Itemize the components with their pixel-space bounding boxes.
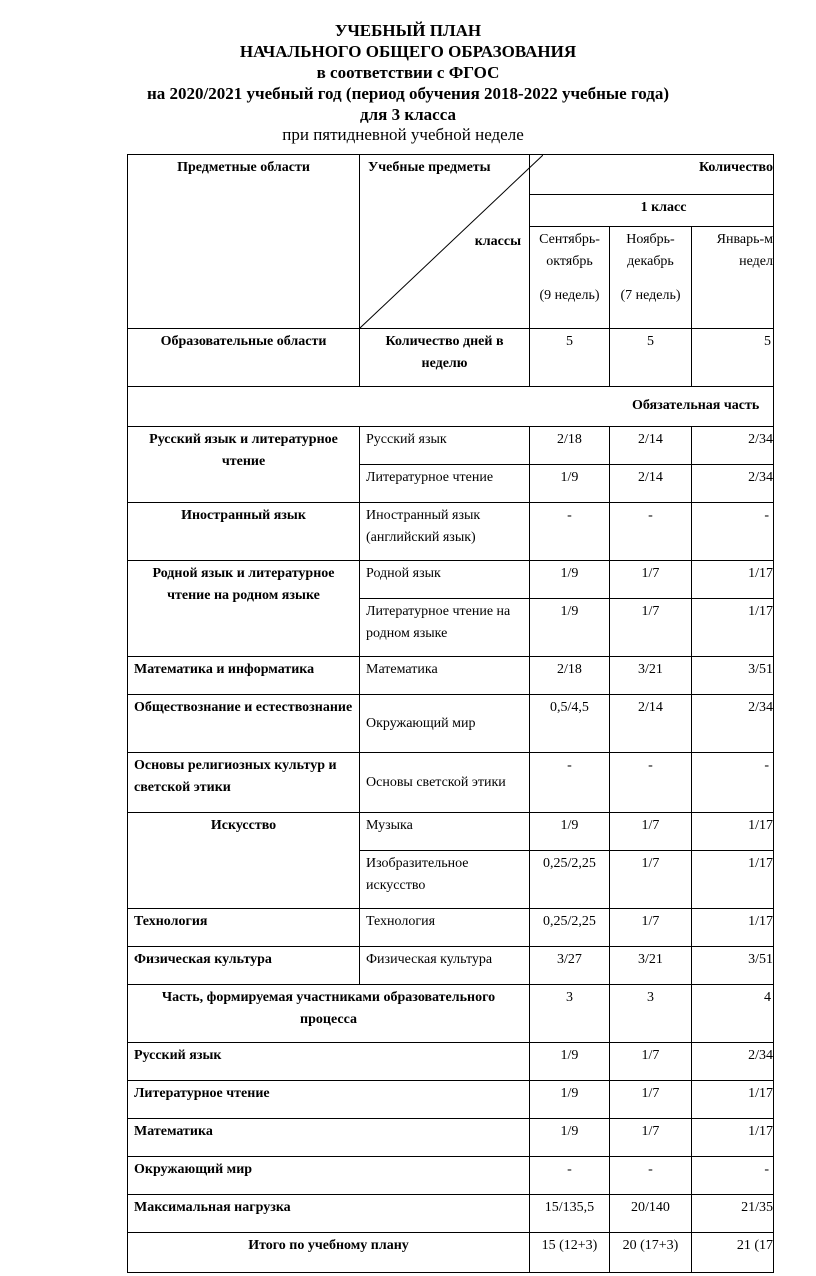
part-row-label: Окружающий мир [128,1157,530,1195]
value-cell: - [692,753,774,813]
mandatory-label: Обязательная часть [128,387,774,427]
table-row [128,657,774,695]
table-row [128,1081,774,1119]
title-line4: на 2020/2021 учебный год (период обучения 2018-2022 учебные года) [146,84,670,103]
curriculum-table [127,154,774,1273]
table-row [128,753,774,813]
value-cell: 1/7 [610,909,692,947]
value-cell: 1/7 [610,561,692,599]
value-cell: 1/7 [610,851,692,909]
title-line3: в соответствии с ФГОС [316,63,500,82]
value-cell: 21 (17 [692,1233,774,1273]
days-row-label1: Образовательные области [128,329,360,387]
value-cell: 1/9 [530,561,610,599]
area-native: Родной язык и литературное чтение на родном языке [128,561,360,657]
total-label: Итого по учебному плану [128,1233,530,1273]
area-foreign: Иностранный язык [128,503,360,561]
table-header-row [128,155,774,195]
header-classes: классы [474,234,521,249]
table-row [128,561,774,599]
part-row [128,985,774,1043]
days-row-label2: Количество дней в неделю [360,329,530,387]
subject-cell: Литературное чтение [360,465,530,503]
subject-cell: Родной язык [360,561,530,599]
mandatory-row [128,387,774,427]
value-cell: 2/18 [530,657,610,695]
table-row [128,909,774,947]
days-v1: 5 [530,329,610,387]
value-cell: 1/9 [530,1081,610,1119]
subject-cell: Литературное чтение на родном языке [360,599,530,657]
period-1-weeks: (9 недель) [539,288,600,303]
value-cell: 2/34 [692,1043,774,1081]
value-cell: - [530,503,610,561]
title-line6: при пятидневной учебной неделе [282,125,524,144]
value-cell: 2/34 [692,465,774,503]
value-cell: 1/9 [530,465,610,503]
value-cell: 2/34 [692,427,774,465]
value-cell: - [692,1157,774,1195]
subject-cell: Русский язык [360,427,530,465]
part-row-label: Литературное чтение [128,1081,530,1119]
value-cell: 3/21 [610,947,692,985]
value-cell: 1/9 [530,1119,610,1157]
table-row [128,1119,774,1157]
value-cell: 4 [692,985,774,1043]
value-cell: 1/17 [692,599,774,657]
value-cell: 21/35 [692,1195,774,1233]
header-grade: 1 класс [530,195,774,227]
period-2 [610,227,692,329]
max-load-label: Максимальная нагрузка [128,1195,530,1233]
days-row [128,329,774,387]
value-cell: 1/17 [692,1081,774,1119]
value-cell: 15/135,5 [530,1195,610,1233]
total-row [128,1233,774,1273]
value-cell: 3 [530,985,610,1043]
table-row [128,503,774,561]
value-cell: 1/7 [610,1043,692,1081]
value-cell: 2/14 [610,465,692,503]
period-2-name: Ноябрь-декабрь [626,232,675,269]
period-2-weeks: (7 недель) [620,288,681,303]
subject-cell: Музыка [360,813,530,851]
part-row-label: Математика [128,1119,530,1157]
value-cell: 2/14 [610,427,692,465]
value-cell: 20/140 [610,1195,692,1233]
value-cell: 2/34 [692,695,774,753]
table-row [128,1157,774,1195]
value-cell: 1/7 [610,599,692,657]
period-3-weeks: недел [739,254,773,269]
value-cell: - [610,753,692,813]
value-cell: 15 (12+3) [530,1233,610,1273]
title-line1: УЧЕБНЫЙ ПЛАН [334,21,482,40]
value-cell: - [692,503,774,561]
value-cell: 0,5/4,5 [530,695,610,753]
header-subjects-diagonal [360,155,530,329]
table-row [128,427,774,465]
area-social: Обществознание и естествознание [128,695,360,753]
value-cell: 1/7 [610,1119,692,1157]
subject-cell: Технология [360,909,530,947]
value-cell: 3/27 [530,947,610,985]
table-row [128,947,774,985]
value-cell: - [610,1157,692,1195]
table-row [128,695,774,753]
period-3 [692,227,774,329]
value-cell: 1/7 [610,813,692,851]
title-line2: НАЧАЛЬНОГО ОБЩЕГО ОБРАЗОВАНИЯ [239,42,577,61]
table-row [128,813,774,851]
part-row-label: Русский язык [128,1043,530,1081]
value-cell: 1/9 [530,1043,610,1081]
part-label: Часть, формируемая участниками образовательного процесса [128,985,530,1043]
value-cell: - [530,1157,610,1195]
subject-cell: Окружающий мир [360,695,530,753]
value-cell: 1/17 [692,813,774,851]
subject-cell: Физическая культура [360,947,530,985]
value-cell: - [530,753,610,813]
value-cell: 3/51 [692,947,774,985]
table-row [128,1043,774,1081]
value-cell: 1/17 [692,909,774,947]
subject-cell: Изобразительное искусство [360,851,530,909]
header-subjects: Учебные предметы [368,160,491,175]
area-pe: Физическая культура [128,947,360,985]
period-1-name: Сентябрь-октябрь [539,232,600,269]
value-cell: 1/7 [610,1081,692,1119]
value-cell: 0,25/2,25 [530,909,610,947]
value-cell: 1/9 [530,813,610,851]
area-russian: Русский язык и литературное чтение [128,427,360,503]
max-load-row [128,1195,774,1233]
subject-cell: Основы светской этики [360,753,530,813]
value-cell: 1/17 [692,1119,774,1157]
header-subject-areas: Предметные области [128,155,360,329]
area-technology: Технология [128,909,360,947]
value-cell: 1/17 [692,561,774,599]
value-cell: 1/17 [692,851,774,909]
value-cell: 3/21 [610,657,692,695]
document-heading [0,20,816,145]
days-v2: 5 [610,329,692,387]
subject-cell: Математика [360,657,530,695]
title-line5: для 3 класса [360,105,456,124]
value-cell: - [610,503,692,561]
value-cell: 2/18 [530,427,610,465]
value-cell: 0,25/2,25 [530,851,610,909]
value-cell: 20 (17+3) [610,1233,692,1273]
value-cell: 3/51 [692,657,774,695]
area-religion: Основы религиозных культур и светской этики [128,753,360,813]
value-cell: 3 [610,985,692,1043]
period-3-name: Январь-м [716,232,773,247]
area-math: Математика и информатика [128,657,360,695]
days-v3: 5 [692,329,774,387]
value-cell: 1/9 [530,599,610,657]
value-cell: 2/14 [610,695,692,753]
header-quantity: Количество [530,155,774,195]
subject-cell: Иностранный язык (английский язык) [360,503,530,561]
area-art: Искусство [128,813,360,909]
